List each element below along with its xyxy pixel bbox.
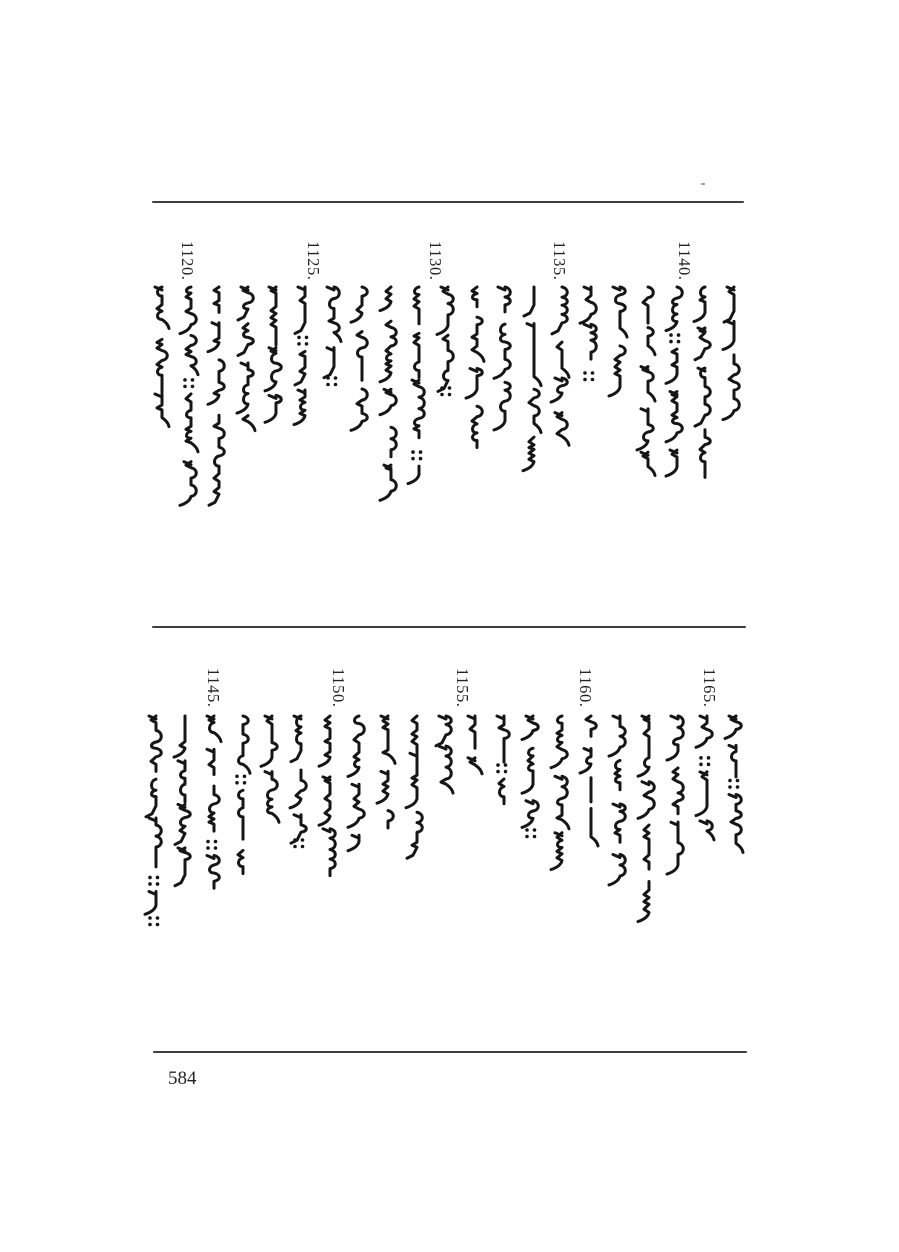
mongolian-text-column xyxy=(518,716,548,842)
verse-number: 1150. xyxy=(329,668,348,708)
mongolian-text-column xyxy=(344,716,374,850)
mongolian-text-column xyxy=(176,287,206,500)
lower-block-header-rule xyxy=(152,626,746,628)
verse-number: 1130. xyxy=(426,241,445,281)
mongolian-text-column xyxy=(721,716,751,873)
mongolian-text-column xyxy=(547,287,577,442)
mongolian-text-column xyxy=(404,287,434,483)
mongolian-text-column xyxy=(662,287,692,470)
mongolian-text-column xyxy=(633,287,663,468)
upper-block-header-rule xyxy=(152,201,744,203)
mongolian-text-column xyxy=(490,287,520,445)
mongolian-text-column xyxy=(286,716,316,852)
mongolian-text-column xyxy=(261,287,291,418)
mongolian-text-column xyxy=(605,716,635,880)
mongolian-text-column xyxy=(462,287,492,442)
mongolian-text-column xyxy=(719,287,749,425)
mongolian-text-column xyxy=(319,287,349,390)
mongolian-text-column xyxy=(204,287,234,501)
verse-number: 1140. xyxy=(675,241,694,281)
footer-rule xyxy=(153,1051,747,1053)
verse-number: 1165. xyxy=(700,668,719,708)
mongolian-text-column xyxy=(663,716,693,893)
mongolian-text-column xyxy=(170,716,200,882)
mongolian-text-column xyxy=(547,716,577,875)
mongolian-text-column xyxy=(199,716,229,905)
page-number: 584 xyxy=(168,1068,197,1089)
mongolian-text-column xyxy=(460,716,490,772)
mongolian-text-column xyxy=(433,287,463,400)
mongolian-text-column xyxy=(233,287,263,430)
mongolian-text-column xyxy=(692,716,722,838)
mongolian-text-column xyxy=(576,287,606,385)
mongolian-text-column xyxy=(290,287,320,420)
mongolian-text-column xyxy=(690,287,720,482)
print-speck xyxy=(701,183,705,185)
mongolian-text-column xyxy=(576,716,606,858)
verse-number: 1155. xyxy=(453,668,472,708)
mongolian-text-column xyxy=(431,716,461,812)
mongolian-text-column xyxy=(373,716,403,830)
verse-number: 1125. xyxy=(304,241,323,281)
mongolian-text-column xyxy=(257,716,287,820)
mongolian-text-column xyxy=(519,287,549,482)
mongolian-text-column xyxy=(228,716,258,868)
verse-number: 1135. xyxy=(550,241,569,281)
mongolian-text-column xyxy=(376,287,406,500)
verse-number: 1160. xyxy=(576,668,595,708)
mongolian-text-column xyxy=(147,287,177,445)
mongolian-text-column xyxy=(489,716,519,800)
mongolian-text-column xyxy=(634,716,664,933)
verse-number: 1120. xyxy=(178,241,197,281)
verse-number: 1145. xyxy=(204,668,223,708)
mongolian-text-column xyxy=(605,287,635,385)
mongolian-text-column xyxy=(315,716,345,872)
mongolian-text-column xyxy=(141,716,171,930)
mongolian-text-column xyxy=(402,716,432,852)
mongolian-text-column xyxy=(347,287,377,442)
